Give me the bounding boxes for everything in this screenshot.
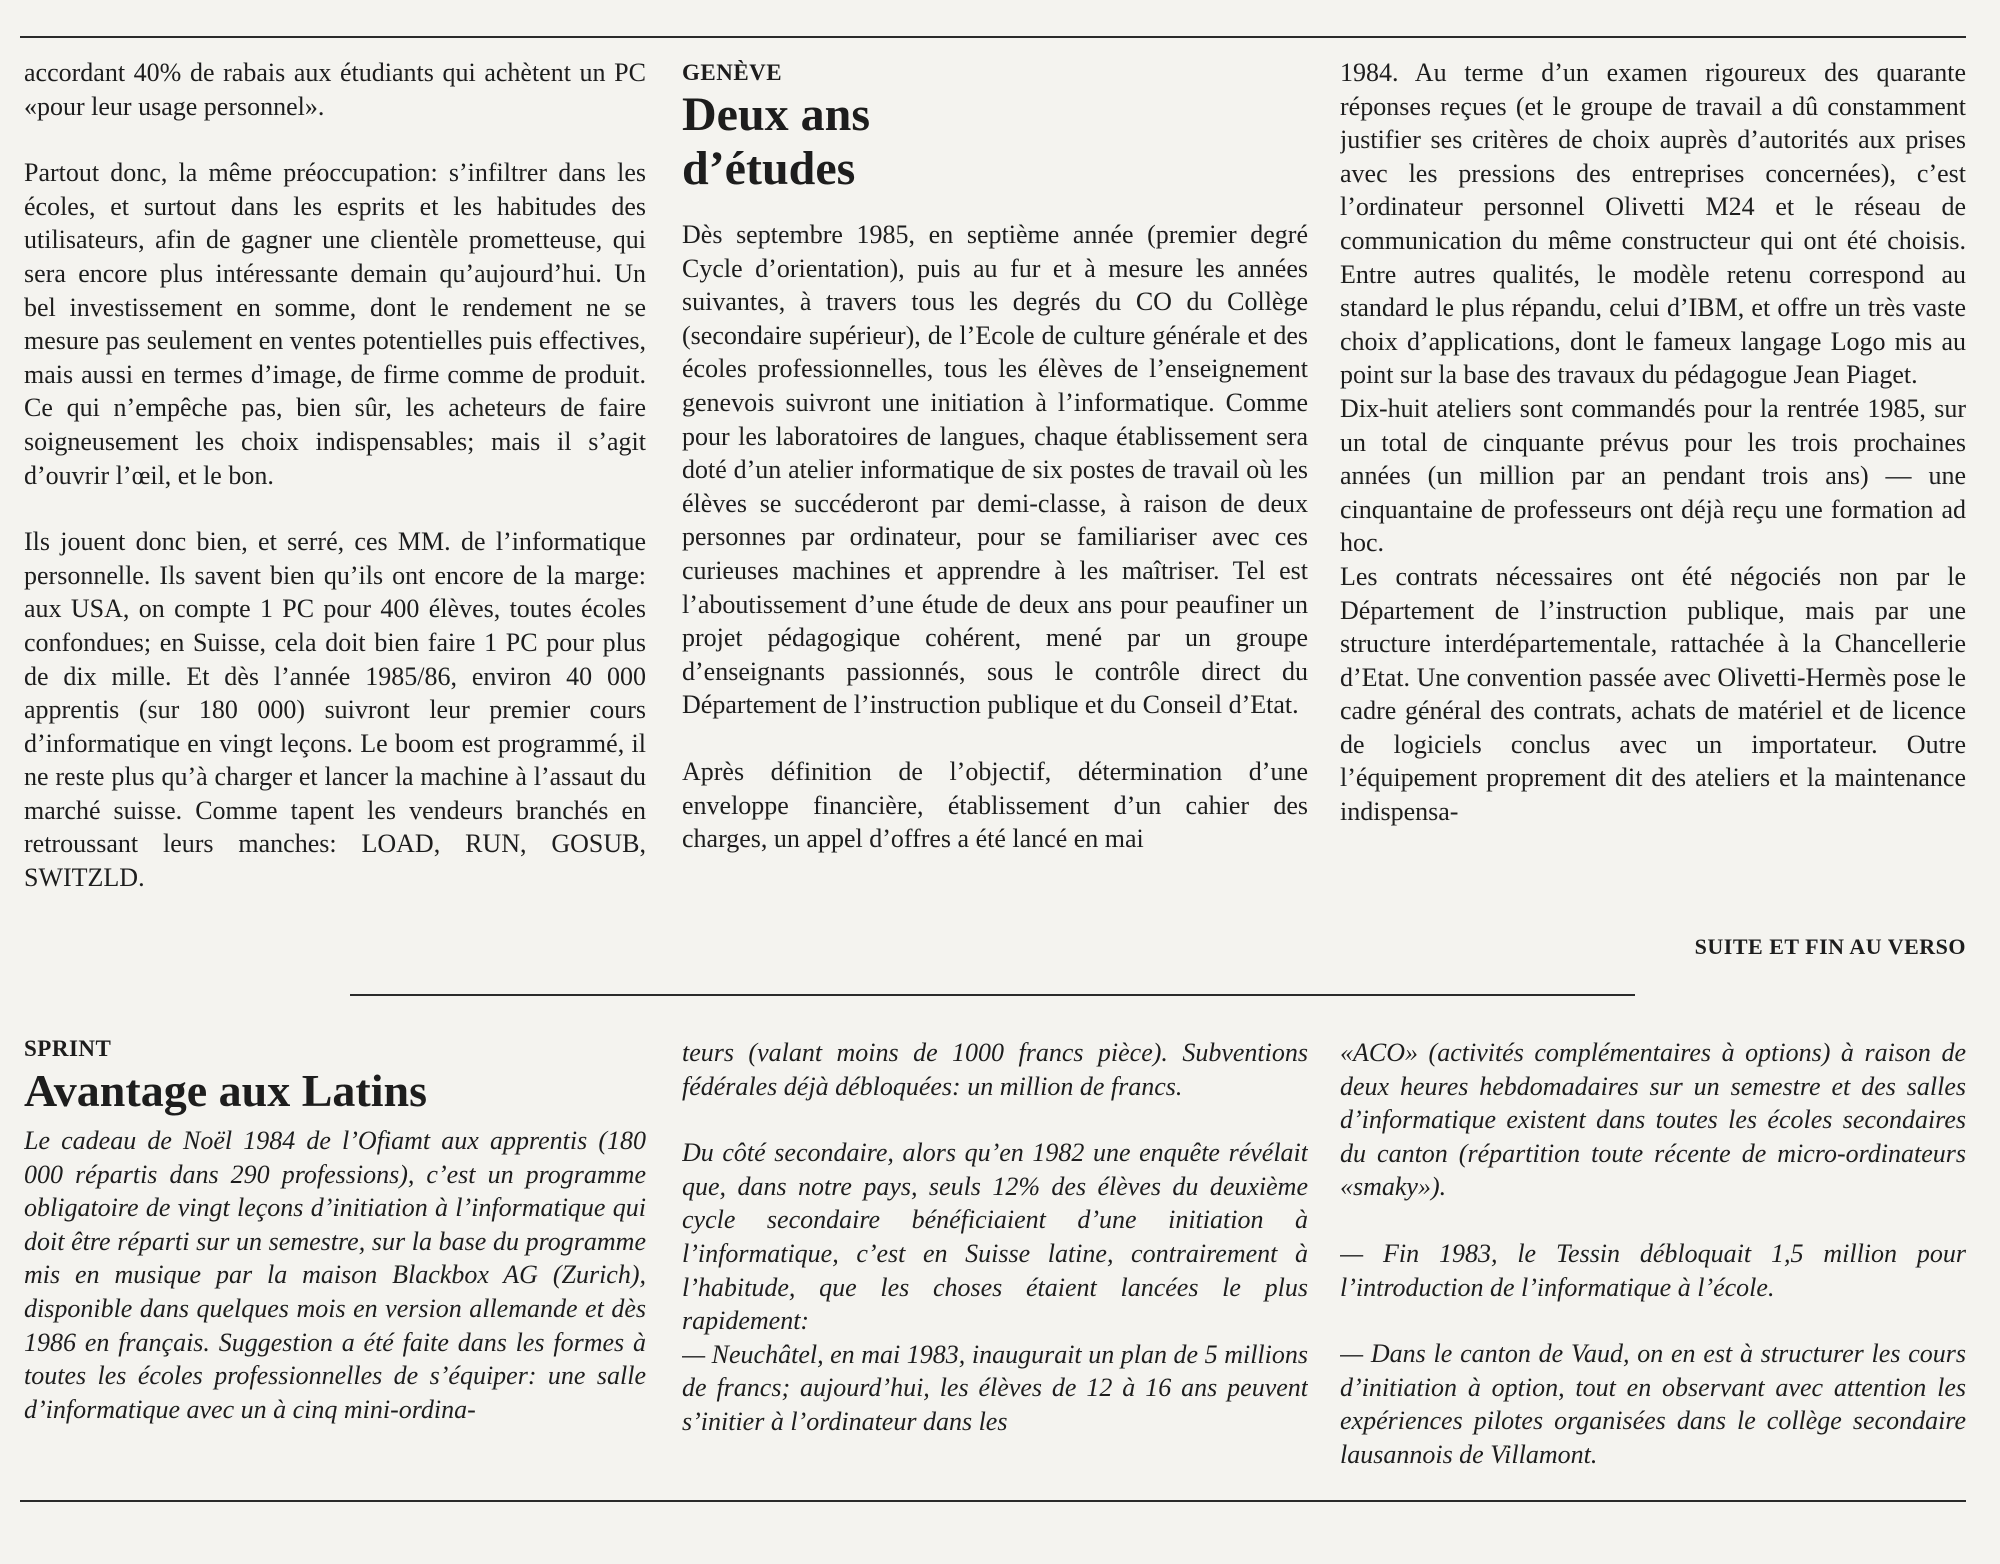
paragraph: Après définition de l’objectif, détermination d’une enveloppe financière, établissement d’un cahier des charges, un appel d’offres a été lancé en mai bbox=[682, 756, 1308, 854]
paragraph: Partout donc, la même préoccupation: s’infiltrer dans les écoles, et surtout dans les esprits et les habitudes des utilisateurs, afin de gagner une clientèle prometteuse, qui sera encore plus intéressante demain qu’aujourd’hui. Un bel investissement en somme, dont le rendement ne se mesure pas seulement en ventes potentielles puis effectives, mais aussi en termes d’image, de firme comme de produit. Ce qui n’empêche pas, bien sûr, les acheteurs de faire soigneusement les choix indispensables; mais il s’agit d’ouvrir l’œil, et le bon. bbox=[24, 158, 646, 490]
paragraph: 1984. Au terme d’un examen rigoureux des quarante réponses reçues (et le groupe de travail a dû constamment justifier ses critères de choix auprès d’autorités aux prises avec les pressions des entreprises concernées), c’est l’ordinateur personnel Olivetti M24 et le réseau de communication du même constructeur qui ont été choisis. Entre autres qualités, le modèle retenu correspond au standard le plus répandu, celui d’IBM, et offre un très vaste choix d’applications, dont le fameux langage Logo mis au point sur la base des travaux du pédagogue Jean Piaget. bbox=[1340, 58, 1966, 390]
bottom-column-2 bbox=[682, 1036, 1308, 1496]
paragraph: Dès septembre 1985, en septième année (premier degré Cycle d’orientation), puis au fur et à mesure les années suivantes, à travers tous les degrés du CO du Collège (secondaire supérieur), de l’Ecole de culture générale et des écoles professionnelles, tous les élèves de l’enseignement genevois suivront une initiation à l’informatique. Comme pour les laboratoires de langues, chaque établissement sera doté d’un atelier informatique de six postes de travail où les élèves se succéderont par demi-classe, à raison de deux personnes par ordinateur, pour se familiariser avec ces curieuses machines et apprendre à les maîtriser. Tel est l’aboutissement d’une étude de deux ans pour peaufiner un projet pédagogique cohérent, mené par un groupe d’enseignants passionnés, sous le contrôle direct du Département de l’instruction publique et du Conseil d’Etat. bbox=[682, 220, 1308, 720]
bottom-rule bbox=[20, 1500, 1966, 1502]
continued-notice: SUITE ET FIN AU VERSO bbox=[1694, 934, 1966, 959]
paragraph: — Dans le canton de Vaud, on en est à structurer les cours d’initiation à option, tout en observant avec attention les expériences pilotes organisées dans le collège secondaire lausannois de Villamont. bbox=[1340, 1339, 1966, 1469]
paragraph: — Neuchâtel, en mai 1983, inaugurait un plan de 5 millions de francs; aujourd’hui, les élèves de 12 à 16 ans peuvent s’initier à l’ordinateur dans les bbox=[682, 1339, 1308, 1436]
headline-line-1: Deux ans bbox=[682, 88, 871, 141]
section-divider-rule bbox=[350, 994, 1635, 996]
paragraph: Les contrats nécessaires ont été négociés non par le Département de l’instruction publique, mais par une structure interdépartementale, rattachée à la Chancellerie d’Etat. Une convention passée avec Olivetti-Hermès pose le cadre général des contrats, achats de matériel et de licence de logiciels conclus avec un importateur. Outre l’équipement proprement dit des ateliers et la maintenance indispensa- bbox=[1340, 561, 1966, 827]
paragraph: Du côté secondaire, alors qu’en 1982 une enquête révélait que, dans notre pays, seuls 12% des élèves du deuxième cycle secondaire bénéficiaient d’une initiation à l’informatique, c’est en Suisse latine, contrairement à l’habitude, que les choses étaient lancées le plus rapidement: bbox=[682, 1138, 1308, 1336]
kicker-sprint: SPRINT bbox=[24, 1036, 112, 1061]
paragraph: Dix-huit ateliers sont commandés pour la rentrée 1985, sur un total de cinquante prévus pour les trois prochaines années (un million par an pendant trois ans) — une cinquantaine de professeurs ont déjà reçu une formation ad hoc. bbox=[1340, 393, 1966, 558]
top-rule bbox=[20, 36, 1966, 38]
bottom-column-1 bbox=[24, 1034, 646, 1494]
top-column-3 bbox=[1340, 56, 1966, 896]
paragraph: — Fin 1983, le Tessin débloquait 1,5 million pour l’introduction de l’informatique à l’école. bbox=[1340, 1238, 1966, 1302]
headline-avantage: Avantage aux Latins bbox=[24, 1065, 427, 1116]
paragraph: accordant 40% de rabais aux étudiants qui achètent un PC «pour leur usage personnel». bbox=[24, 58, 646, 121]
top-column-2 bbox=[682, 58, 1308, 978]
paragraph: Le cadeau de Noël 1984 de l’Ofiamt aux apprentis (180 000 répartis dans 290 professions), c’est un programme obligatoire de vingt leçons d’initiation à l’informatique qui doit être réparti sur un semestre, sur la base du programme mis en musique par la maison Blackbox AG (Zurich), disponible dans quelques mois en version allemande et dès 1986 en français. Suggestion a été faite dans les formes à toutes les écoles professionnelles de s’équiper: une salle d’informatique avec un à cinq mini-ordina- bbox=[24, 1126, 646, 1424]
kicker-geneve: GENÈVE bbox=[682, 60, 783, 85]
top-column-1 bbox=[24, 56, 646, 976]
paragraph: teurs (valant moins de 1000 francs pièce). Subventions fédérales déjà débloquées: un million de francs. bbox=[682, 1038, 1308, 1101]
paragraph: «ACO» (activités complémentaires à options) à raison de deux heures hebdomadaires sur un semestre et des salles d’informatique existent dans toutes les écoles secondaires du canton (répartition toute récente de micro-ordinateurs «smaky»). bbox=[1340, 1038, 1966, 1202]
headline-line-2: d’études bbox=[682, 142, 856, 195]
bottom-column-3 bbox=[1340, 1036, 1966, 1496]
paragraph: Ils jouent donc bien, et serré, ces MM. de l’informatique personnelle. Ils savent bien qu’ils ont encore de la marge: aux USA, on compte 1 PC pour 400 élèves, toutes écoles confondues; en Suisse, cela doit bien faire 1 PC pour plus de dix mille. Et dès l’année 1985/86, environ 40 000 apprentis (sur 180 000) suivront leur premier cours d’informatique en vingt leçons. Le boom est programmé, il ne reste plus qu’à charger et lancer la machine à l’assaut du marché suisse. Comme tapent les vendeurs branchés en retroussant leurs manches: LOAD, RUN, GOSUB, SWITZLD. bbox=[24, 527, 646, 893]
